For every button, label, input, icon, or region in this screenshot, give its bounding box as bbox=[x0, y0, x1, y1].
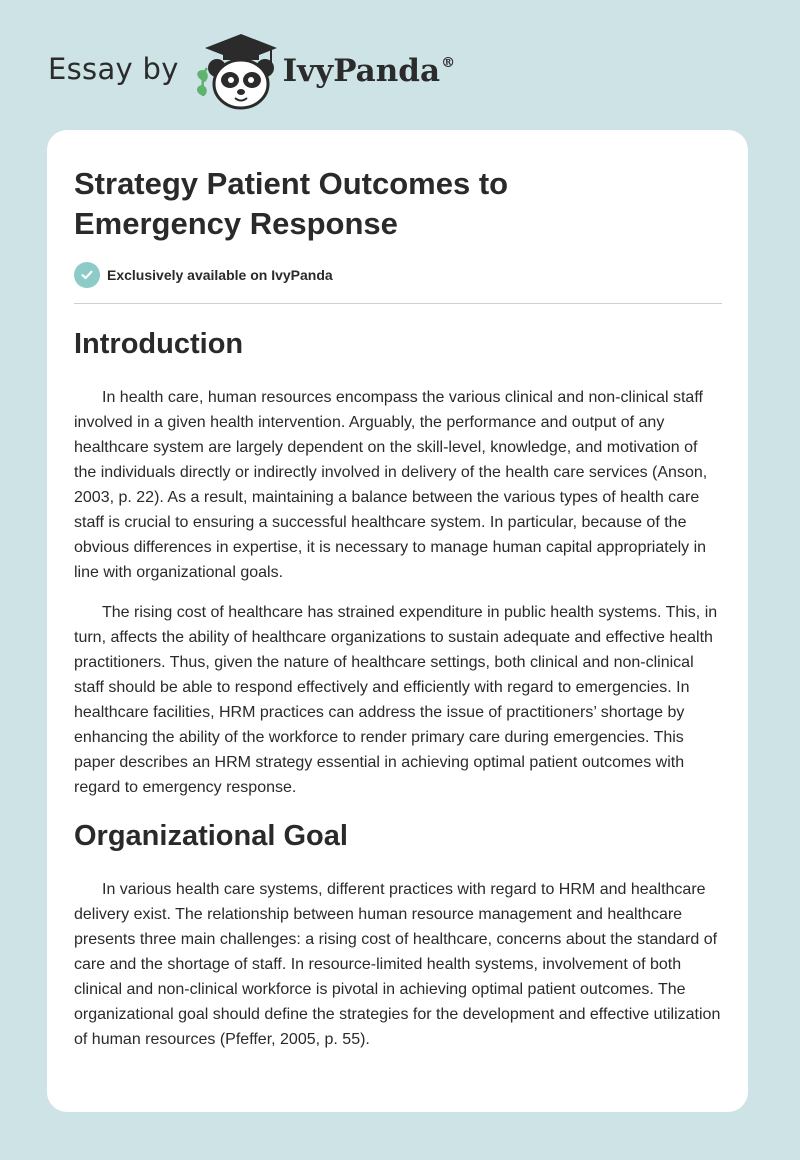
exclusive-badge bbox=[74, 262, 333, 288]
panda-logo-icon bbox=[193, 32, 279, 112]
essay-by-label: Essay by bbox=[48, 52, 179, 86]
divider bbox=[74, 303, 722, 304]
paragraph: In various health care systems, different practices with regard to HRM and healthcare delivery exist. The relationship between human resource management and healthcare presents three main challenges: a rising cost of healthcare, concerns about the standard of care and the shortage of staff. In resource-limited health systems, involvement of both clinical and non-clinical workforce is pivotal in achieving optimal patient outcomes. The organizational goal should define the strategies for the development and effective utilization of human resources (Pfeffer, 2005, p. 55). bbox=[74, 881, 721, 1048]
page-title: Strategy Patient Outcomes to Emergency Response bbox=[74, 166, 509, 241]
paragraph: The rising cost of healthcare has strained expenditure in public health systems. This, in turn, affects the ability of healthcare organizations to sustain adequate and effective health practitioners. Thus, given the nature of healthcare settings, both clinical and non-clinical staff should be able to respond effectively and efficiently with regard to emergencies. In healthcare facilities, HRM practices can address the issue of practitioners’ shortage by enhancing the ability of the workforce to render primary care during emergencies. This paper describes an HRM strategy essential in achieving optimal patient outcomes with regard to emergency response. bbox=[74, 604, 718, 796]
paragraph: In health care, human resources encompass the various clinical and non-clinical staff involved in a given health intervention. Arguably, the performance and output of any healthcare system are largely dependent on the skill-level, knowledge, and motivation of the individuals directly or indirectly involved in delivery of the health care services (Anson, 2003, p. 22). As a result, maintaining a balance between the various types of health care staff is crucial to ensuring a successful healthcare system. In particular, because of the obvious differences in expertise, it is necessary to manage human capital appropriately in line with organizational goals. bbox=[74, 389, 708, 581]
brand-name: IvyPanda® bbox=[282, 53, 456, 89]
brand-header bbox=[48, 32, 455, 112]
section-heading-introduction: Introduction bbox=[74, 328, 244, 360]
essay-card bbox=[47, 130, 748, 1112]
badge-label: Exclusively available on IvyPanda bbox=[107, 267, 333, 283]
check-circle-icon bbox=[74, 262, 100, 288]
section-heading-organizational-goal: Organizational Goal bbox=[74, 820, 348, 852]
